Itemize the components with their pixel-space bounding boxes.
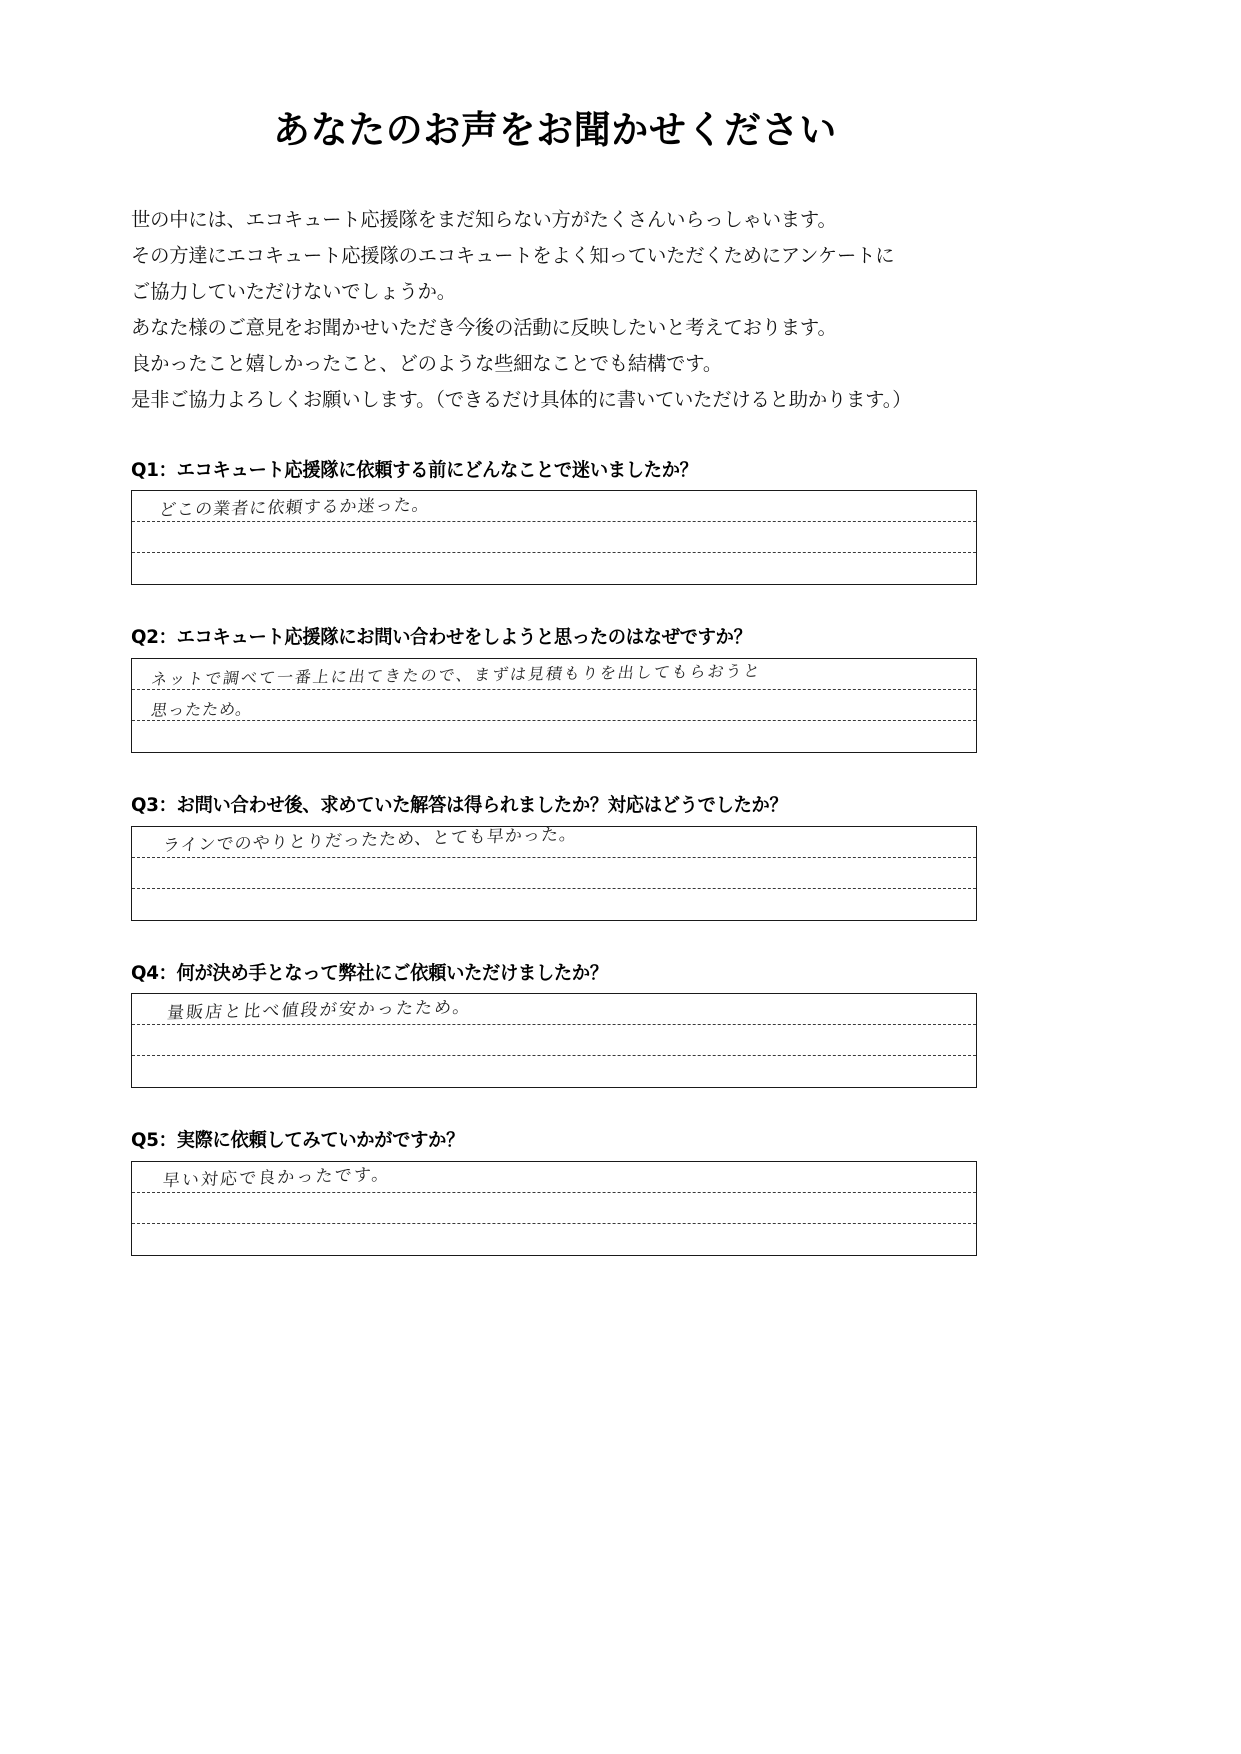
intro-line-1: 世の中には、エコキュート応援隊をまだ知らない方がたくさんいらっしゃいます。 — [131, 207, 837, 231]
answer-box-q1[interactable] — [131, 490, 977, 585]
intro-line-3: ご協力していただけないでしょうか。 — [131, 279, 456, 303]
answer-row[interactable] — [132, 858, 976, 889]
handwritten-answer-q5-line2 — [132, 1205, 1008, 1222]
answer-row[interactable] — [132, 522, 976, 553]
handwritten-answer-q1-line3 — [132, 567, 1004, 584]
question-heading-q1: Q1：エコキュート応援隊に依頼する前にどんなことで迷いましたか？ — [131, 458, 698, 481]
handwritten-answer-q5-line3 — [132, 1237, 1008, 1254]
handwritten-answer-q3-line2 — [132, 870, 1008, 887]
handwritten-answer-q5-line1: 早い対応で良かったです。 — [161, 1164, 392, 1192]
intro-paragraph — [131, 202, 979, 418]
answer-row[interactable] — [132, 1193, 976, 1224]
answer-row[interactable] — [132, 553, 976, 584]
question-block-q3 — [131, 793, 979, 921]
answer-box-q4[interactable] — [131, 993, 977, 1088]
answer-row[interactable] — [132, 994, 976, 1025]
page-title: あなたのお声をお聞かせください — [273, 108, 837, 152]
answer-box-q2[interactable] — [131, 658, 977, 753]
answer-row[interactable] — [132, 889, 976, 920]
handwritten-answer-q2-line2: 思ったため。 — [149, 699, 254, 720]
question-block-q5 — [131, 1128, 979, 1256]
answer-box-q3[interactable] — [131, 826, 977, 921]
answer-row[interactable] — [132, 690, 976, 721]
answer-box-q5[interactable] — [131, 1161, 977, 1256]
answer-row[interactable] — [132, 1025, 976, 1056]
handwritten-answer-q2-line3 — [132, 739, 996, 751]
intro-line-4: あなた様のご意見をお聞かせいただき今後の活動に反映したいと考えております。 — [131, 315, 837, 339]
answer-row[interactable] — [132, 721, 976, 752]
answer-row[interactable] — [132, 491, 976, 522]
handwritten-answer-q4-line2 — [132, 1037, 1012, 1054]
handwritten-answer-q1-line2 — [132, 535, 1004, 552]
intro-line-5: 良かったこと嬉しかったこと、どのような些細なことでも結構です。 — [131, 351, 722, 375]
page-content — [131, 0, 979, 1256]
question-block-q2 — [131, 625, 979, 753]
intro-line-6: 是非ご協力よろしくお願いします。（できるだけ具体的に書いていただけると助かります。） — [131, 387, 912, 411]
handwritten-answer-q2-line1: ネットで調べて一番上に出てきたので、まずは見積もりを出してもらおうと — [149, 661, 763, 689]
question-block-q1 — [131, 458, 979, 586]
handwritten-answer-q3-line3 — [132, 902, 1008, 919]
question-heading-q5: Q5：実際に依頼してみていかがですか？ — [131, 1129, 465, 1152]
answer-row[interactable] — [132, 659, 976, 690]
question-block-q4 — [131, 961, 979, 1089]
answer-row[interactable] — [132, 824, 976, 858]
question-heading-q3: Q3：お問い合わせ後、求めていた解答は得られましたか？対応はどうでしたか？ — [131, 793, 788, 816]
handwritten-answer-q1-line1: どこの業者に依頼するか迷った。 — [157, 495, 431, 521]
answer-row[interactable] — [132, 1056, 976, 1087]
question-heading-q2: Q2：エコキュート応援隊にお問い合わせをしようと思ったのはなぜですか？ — [131, 626, 752, 649]
answer-row[interactable] — [132, 1224, 976, 1255]
question-heading-q4: Q4：何が決め手となって弊社にご依頼いただけましたか？ — [131, 961, 608, 984]
handwritten-answer-q4-line3 — [132, 1069, 1012, 1086]
answer-row[interactable] — [132, 1162, 976, 1193]
intro-line-2: その方達にエコキュート応援隊のエコキュートをよく知っていただくためにアンケートに — [131, 243, 895, 267]
handwritten-answer-q4-line1: 量販店と比べ値段が安かったため。 — [165, 997, 473, 1024]
handwritten-answer-q3-line1: ラインでのやりとりだったため、とても早かった。 — [161, 824, 578, 856]
